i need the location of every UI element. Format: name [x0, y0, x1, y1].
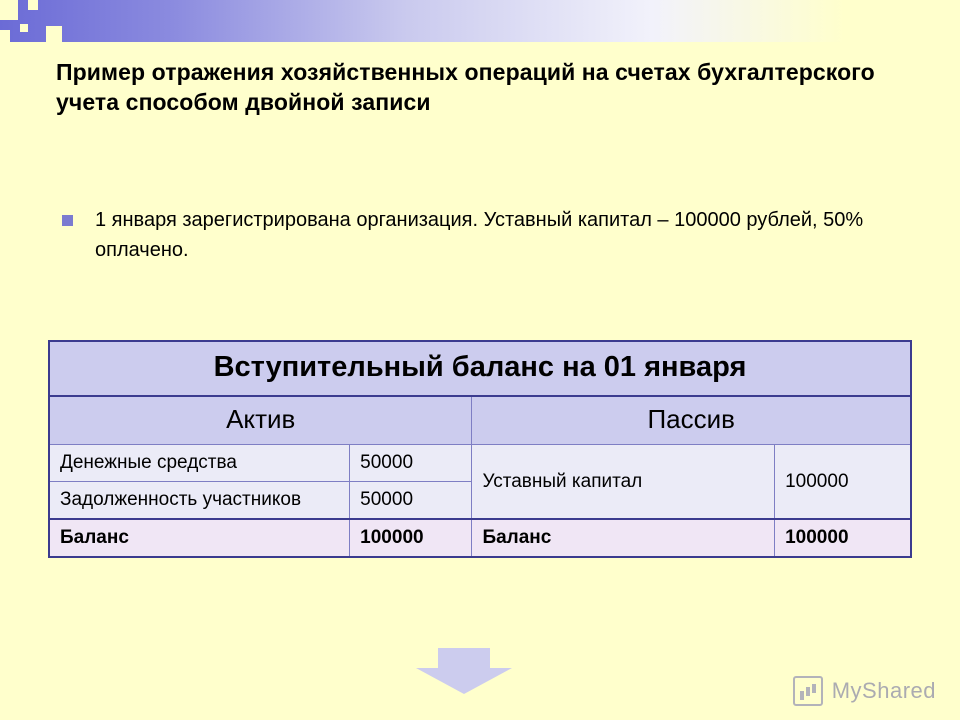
balance-table [48, 340, 912, 558]
total-asset-value: 100000 [350, 519, 472, 557]
asset-name: Задолженность участников [49, 482, 350, 520]
decorative-top-bar [0, 0, 960, 42]
table-header-row [49, 341, 911, 396]
bullet-text: 1 января зарегистрирована организация. Уставный капитал – 100000 рублей, 50% оплачено. [95, 209, 864, 261]
bullet-list-item [62, 206, 882, 265]
table-title-cell: Вступительный баланс на 01 января [49, 341, 911, 396]
down-arrow-icon [416, 648, 512, 694]
arrow-head [416, 668, 512, 694]
slide-title: Пример отражения хозяйственных операций на счетах бухгалтерского учета способом двойной записи [56, 59, 875, 116]
square-bullet-icon [62, 215, 73, 226]
total-asset-label: Баланс [49, 519, 350, 557]
balance-table-wrapper [48, 340, 912, 558]
liability-value: 100000 [775, 445, 911, 520]
decor-square [20, 24, 28, 32]
decor-square [46, 26, 62, 42]
subheader-liability: Пассив [472, 396, 911, 445]
watermark-label: MyShared [831, 678, 936, 703]
liability-name: Уставный капитал [472, 445, 775, 520]
total-liability-label: Баланс [472, 519, 775, 557]
watermark [793, 676, 936, 706]
decor-square [0, 0, 18, 20]
decor-square [0, 30, 10, 42]
asset-value: 50000 [350, 445, 472, 482]
total-liability-value: 100000 [775, 519, 911, 557]
table-total-row [49, 519, 911, 557]
subheader-asset: Актив [49, 396, 472, 445]
table-row [49, 445, 911, 482]
arrow-shaft [438, 648, 490, 668]
gradient-band [0, 0, 960, 42]
chart-icon [793, 676, 823, 706]
decor-square [28, 0, 38, 10]
asset-name: Денежные средства [49, 445, 350, 482]
asset-value: 50000 [350, 482, 472, 520]
table-subheader-row [49, 396, 911, 445]
